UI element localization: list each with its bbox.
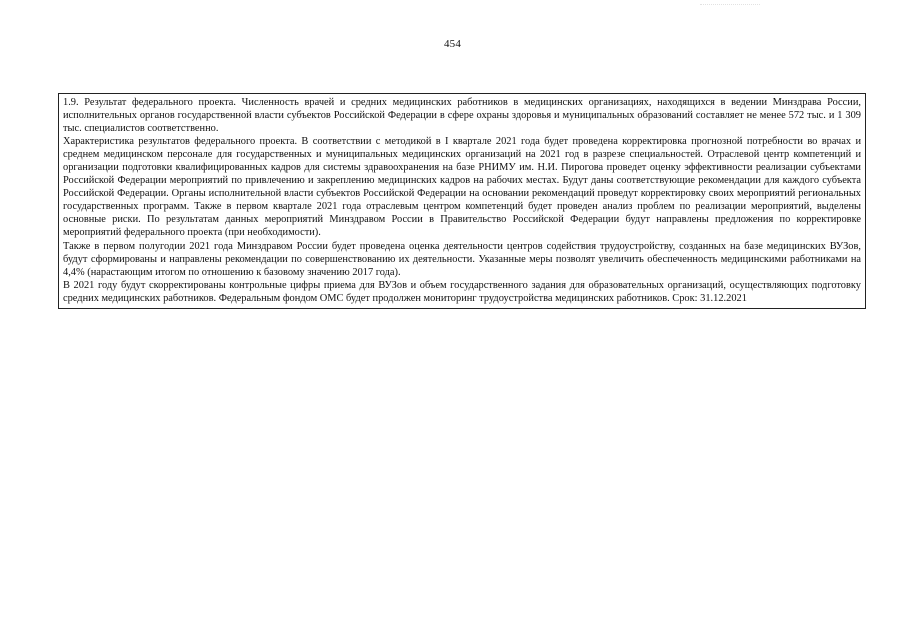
document-text-box — [58, 93, 866, 309]
result-paragraph: 1.9. Результат федерального проекта. Численность врачей и средних медицинских работников в медицинских организациях, находящихся в ведении Минздрава России, исполнительных органов государственной власти субъектов Российской Федерации в сфере охраны здоровья и муниципальных образований составляет не менее 572 тыс. и 1 309 тыс. специалистов соответственно. — [63, 97, 861, 135]
admission-paragraph: В 2021 году будут скорректированы контрольные цифры приема для ВУЗов и объем государственного задания для образовательных организаций, осуществляющих подготовку средних медицинских работников. Федеральным фондом ОМС будет продолжен мониторинг трудоустройства медицинских работников. Срок: 31.12.2021 — [63, 279, 861, 304]
page-number: 454 — [443, 38, 462, 50]
characteristics-paragraph: Характеристика результатов федерального проекта. В соответствии с методикой в I квартале 2021 года будет проведена корректировка прогнозной потребности во врачах и среднем медицинском персонале для государственных и муниципальных медицинских организаций на 2021 год в разрезе специальностей. Отраслевой центр компетенций и организации подготовки квалифицированных кадров для системы здравоохранения на базе РНИМУ им. Н.И. Пирогова проведет оценку эффективности реализации субъектами Российской Федерации мероприятий по привлечению и закреплению медицинских кадров на рабочих местах. Будут даны соответствующие рекомендации для каждого субъекта Российской Федерации. Органы исполнительной власти субъектов Российской Федерации на основании рекомендаций проведут корректировку своих мероприятий региональных государственных программ. Также в первом квартале 2021 года отраслевым центром компетенций будет проведен анализ проблем по реализации мероприятий, выделены основные риски. По результатам данных мероприятий Минздравом России в Правительство Российской Федерации будут направлены предложения по корректировке мероприятий федерального проекта (при необходимости). — [63, 136, 861, 239]
scan-artifact — [700, 0, 760, 5]
evaluation-paragraph: Также в первом полугодии 2021 года Минздравом России будет проведена оценка деятельности центров содействия трудоустройству, созданных на базе медицинских ВУЗов, будут сформированы и направлены рекомендации по совершенствованию их деятельности. Указанные меры позволят увеличить обеспеченность медицинскими работниками на 4,4% (нарастающим итогом по отношению к базовому значению 2017 года). — [63, 240, 861, 278]
